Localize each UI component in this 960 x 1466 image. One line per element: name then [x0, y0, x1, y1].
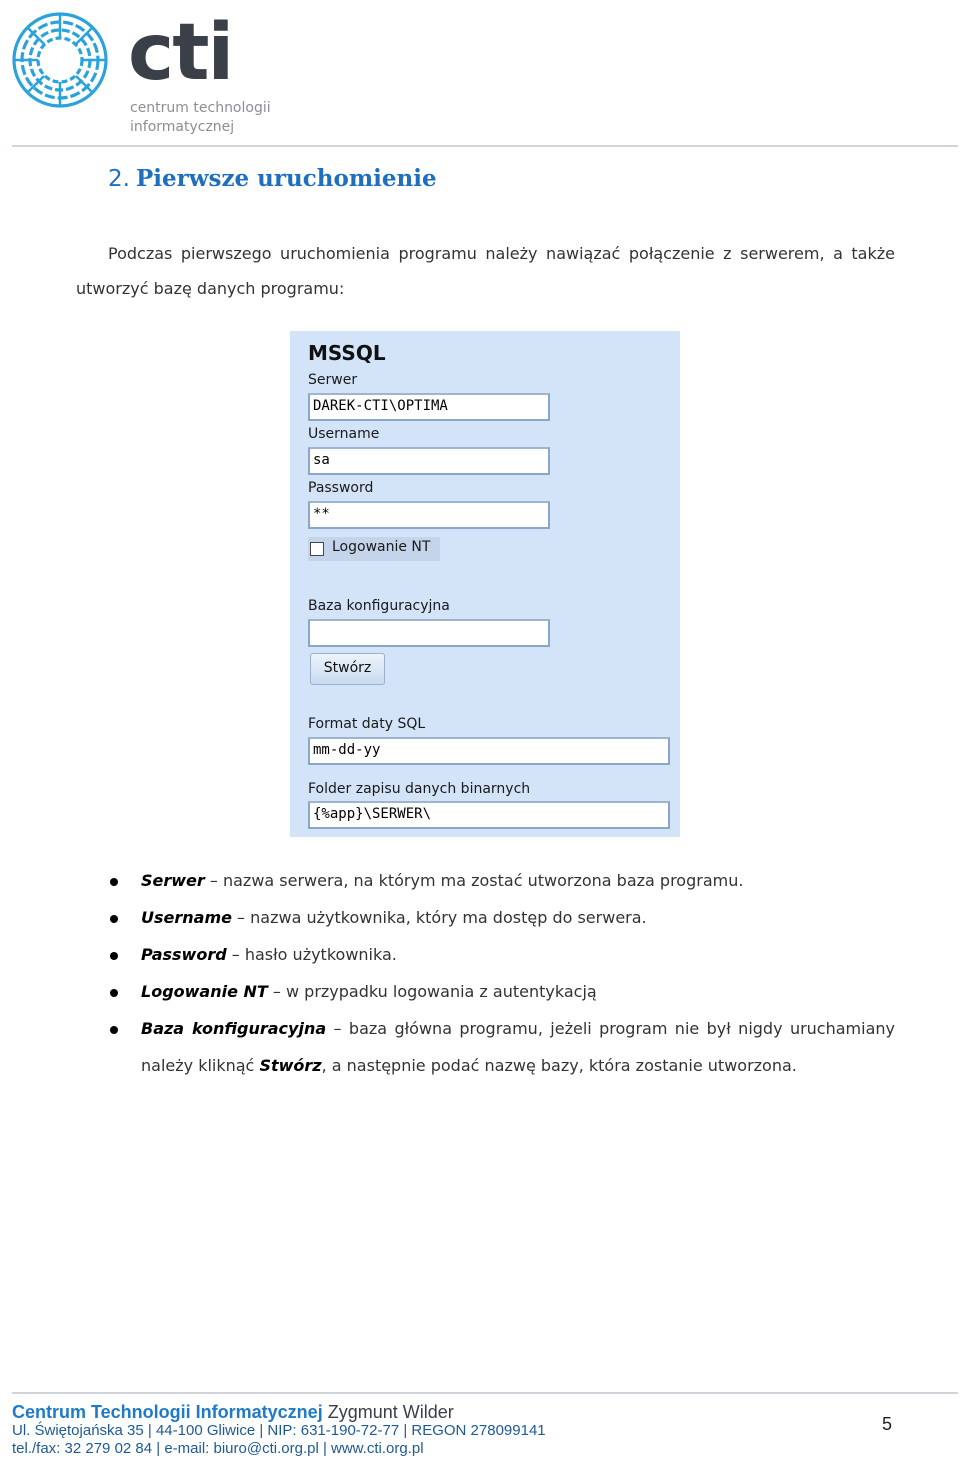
list-item-term: Password [141, 945, 227, 964]
footer-company-name: Centrum Technologii Informatycznej [12, 1402, 323, 1422]
footer-company [12, 1402, 454, 1423]
section-heading [108, 165, 437, 192]
bullet-icon [110, 878, 120, 888]
cti-logo-icon [10, 10, 110, 110]
intro-paragraph-line2: utworzyć bazę danych programu: [76, 279, 345, 298]
footer-address: Ul. Świętojańska 35 | 44-100 Gliwice | NIP: 631-190-72-77 | REGON 278099141 [12, 1422, 546, 1439]
format-daty-label: Format daty SQL [308, 716, 426, 732]
list-item-baza-continuation [141, 1056, 797, 1075]
section-number: 2. [108, 166, 130, 192]
mssql-config-panel [290, 331, 680, 837]
username-label: Username [308, 426, 380, 442]
list-item-term: Logowanie NT [141, 982, 268, 1001]
header-divider [12, 145, 958, 147]
folder-zapisu-input[interactable]: {%app}\SERWER\ [308, 801, 670, 829]
bullet-icon [110, 1026, 120, 1036]
logo-wordmark: cti [128, 8, 233, 98]
list-item-text: – nazwa serwera, na którym ma zostać utworzona baza programu. [204, 871, 744, 890]
list-item-password [141, 945, 397, 964]
logowanie-nt-label: Logowanie NT [332, 539, 431, 555]
list-item-baza-konfiguracyjna [141, 1019, 895, 1038]
list-item-serwer [141, 871, 743, 890]
bullet-icon [110, 989, 120, 999]
bullet-icon [110, 915, 120, 925]
logo-subtitle-line2: informatycznej [130, 119, 235, 135]
baza-konfiguracyjna-input[interactable] [308, 619, 550, 647]
logowanie-nt-group[interactable] [308, 537, 440, 561]
logo-subtitle-line1: centrum technologii [130, 100, 271, 116]
password-label: Password [308, 480, 374, 496]
stworz-button[interactable]: Stwórz [310, 653, 385, 685]
footer-contact: tel./fax: 32 279 02 84 | e-mail: biuro@cti.org.pl | www.cti.org.pl [12, 1440, 424, 1457]
page-number: 5 [882, 1414, 893, 1434]
footer-owner: Zygmunt Wilder [322, 1402, 454, 1422]
username-input[interactable]: sa [308, 447, 550, 475]
footer-divider [12, 1392, 958, 1394]
list-item-term: Baza konfiguracyjna [141, 1019, 327, 1038]
list-item-text: – baza główna programu, jeżeli program nie był nigdy uruchamiany [326, 1019, 895, 1038]
list-item-logowanie-nt [141, 982, 597, 1001]
folder-zapisu-label: Folder zapisu danych binarnych [308, 781, 531, 797]
format-daty-input[interactable]: mm-dd-yy [308, 737, 670, 765]
section-title: Pierwsze uruchomienie [135, 165, 437, 192]
list-item-term-stworz: Stwórz [259, 1056, 322, 1075]
baza-konfiguracyjna-label: Baza konfiguracyjna [308, 598, 450, 614]
list-item-text: – w przypadku logowania z autentykacją [267, 982, 597, 1001]
list-item-text: , a następnie podać nazwę bazy, która zostanie utworzona. [321, 1056, 797, 1075]
intro-paragraph-line1: Podczas pierwszego uruchomienia programu należy nawiązać połączenie z serwerem, a także [108, 244, 895, 263]
list-item-text: – nazwa użytkownika, który ma dostęp do serwera. [231, 908, 647, 927]
bullet-icon [110, 952, 120, 962]
serwer-input[interactable]: DAREK-CTI\OPTIMA [308, 393, 550, 421]
list-item-username [141, 908, 647, 927]
list-item-term: Serwer [141, 871, 205, 890]
list-item-text: należy kliknąć [141, 1056, 260, 1075]
list-item-term: Username [141, 908, 232, 927]
logowanie-nt-checkbox[interactable] [310, 542, 324, 556]
password-input[interactable]: ** [308, 501, 550, 529]
list-item-text: – hasło użytkownika. [226, 945, 397, 964]
serwer-label: Serwer [308, 372, 358, 388]
panel-title: MSSQL [308, 341, 386, 365]
